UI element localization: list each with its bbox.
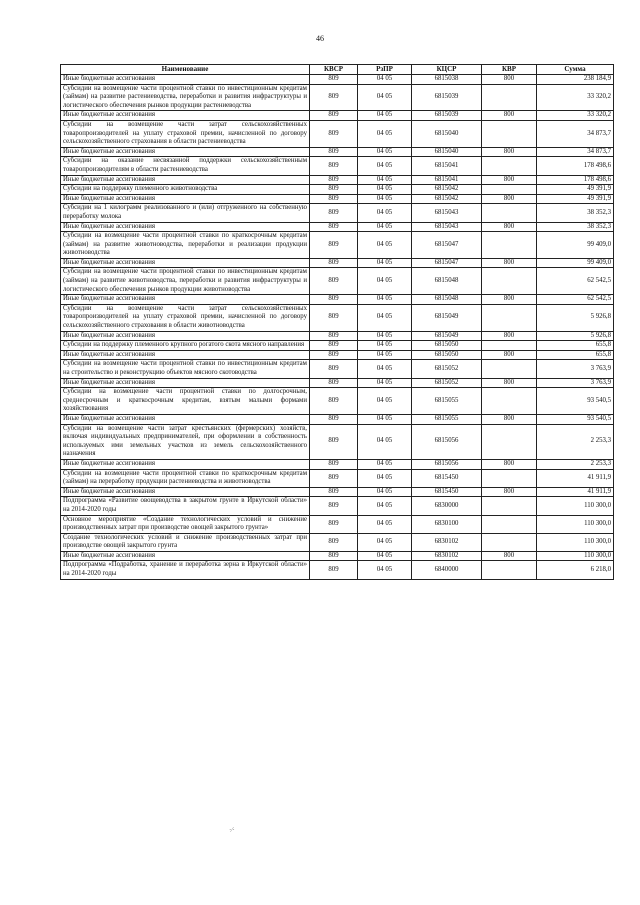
cell-sum: 655,8 bbox=[537, 350, 614, 360]
cell-rzpr: 04 05 bbox=[358, 424, 412, 459]
cell-kcsr: 6815038 bbox=[412, 75, 482, 85]
cell-name: Иные бюджетные ассигнования bbox=[61, 414, 310, 424]
cell-kcsr: 6815040 bbox=[412, 147, 482, 157]
cell-name: Субсидии на возмещение части затрат сельскохозяйственных товаропроизводителей на уплату страховой премии, начисленной по договору сельскохозяйственного страхования в области животноводства bbox=[61, 304, 310, 331]
cell-kcsr: 6815039 bbox=[412, 84, 482, 111]
cell-kvsr: 809 bbox=[310, 533, 358, 551]
cell-kvr: 800 bbox=[482, 487, 537, 497]
table-header-row bbox=[61, 65, 614, 75]
cell-kcsr: 6830102 bbox=[412, 533, 482, 551]
cell-rzpr: 04 05 bbox=[358, 561, 412, 579]
cell-sum: 62 542,5 bbox=[537, 268, 614, 295]
cell-kvr: 800 bbox=[482, 295, 537, 305]
cell-sum: 99 409,0 bbox=[537, 258, 614, 268]
cell-name: Создание технологических условий и снижение производственных затрат при производстве овощей закрытого грунта bbox=[61, 533, 310, 551]
cell-name: Иные бюджетные ассигнования bbox=[61, 295, 310, 305]
table-row bbox=[61, 515, 614, 533]
table-row bbox=[61, 341, 614, 351]
cell-kvsr: 809 bbox=[310, 84, 358, 111]
cell-kvr: 800 bbox=[482, 258, 537, 268]
cell-sum: 238 184,9 bbox=[537, 75, 614, 85]
table-row bbox=[61, 561, 614, 579]
cell-rzpr: 04 05 bbox=[358, 459, 412, 469]
cell-kvr: 800 bbox=[482, 147, 537, 157]
cell-name: Иные бюджетные ассигнования bbox=[61, 222, 310, 232]
cell-sum: 93 540,5 bbox=[537, 414, 614, 424]
cell-rzpr: 04 05 bbox=[358, 204, 412, 222]
table-row bbox=[61, 232, 614, 259]
cell-kcsr: 6830100 bbox=[412, 515, 482, 533]
cell-kvr: 800 bbox=[482, 350, 537, 360]
cell-sum: 110 300,0 bbox=[537, 515, 614, 533]
cell-name: Субсидии на 1 килограмм реализованного и (или) отгруженного на собственную переработку молока bbox=[61, 204, 310, 222]
table-row bbox=[61, 204, 614, 222]
cell-rzpr: 04 05 bbox=[358, 258, 412, 268]
cell-kcsr: 6815047 bbox=[412, 258, 482, 268]
table-row bbox=[61, 388, 614, 415]
table-row bbox=[61, 84, 614, 111]
table-row bbox=[61, 378, 614, 388]
cell-rzpr: 04 05 bbox=[358, 222, 412, 232]
cell-rzpr: 04 05 bbox=[358, 84, 412, 111]
cell-kvr bbox=[482, 360, 537, 378]
cell-name: Субсидии на возмещение части процентной ставки по инвестиционным кредитам на строительство и реконструкцию объектов мясного скотоводства bbox=[61, 360, 310, 378]
cell-sum: 5 926,8 bbox=[537, 304, 614, 331]
cell-sum: 33 320,2 bbox=[537, 84, 614, 111]
cell-rzpr: 04 05 bbox=[358, 185, 412, 195]
cell-kcsr: 6815043 bbox=[412, 204, 482, 222]
cell-kvsr: 809 bbox=[310, 469, 358, 487]
cell-kvr bbox=[482, 157, 537, 175]
cell-kcsr: 6815049 bbox=[412, 304, 482, 331]
cell-name: Субсидии на возмещение части затрат крестьянских (фермерских) хозяйств, включая индивидуальных предпринимателей, при оформлении в собственность используемых ими земельных участков из земель сельскохозяйственного назначения bbox=[61, 424, 310, 459]
header-name: Наименование bbox=[61, 65, 310, 75]
cell-name: Иные бюджетные ассигнования bbox=[61, 551, 310, 561]
cell-kvsr: 809 bbox=[310, 75, 358, 85]
cell-kvsr: 809 bbox=[310, 378, 358, 388]
cell-sum: 110 300,0 bbox=[537, 551, 614, 561]
cell-kcsr: 6815450 bbox=[412, 487, 482, 497]
cell-sum: 655,8 bbox=[537, 341, 614, 351]
cell-rzpr: 04 05 bbox=[358, 194, 412, 204]
table-row bbox=[61, 424, 614, 459]
cell-kvsr: 809 bbox=[310, 341, 358, 351]
cell-sum: 178 498,6 bbox=[537, 157, 614, 175]
cell-rzpr: 04 05 bbox=[358, 469, 412, 487]
cell-kvr: 800 bbox=[482, 175, 537, 185]
table-row bbox=[61, 175, 614, 185]
cell-kcsr: 6815055 bbox=[412, 414, 482, 424]
page-number: 46 bbox=[316, 34, 324, 43]
cell-kvr: 800 bbox=[482, 551, 537, 561]
cell-kcsr: 6815041 bbox=[412, 157, 482, 175]
cell-name: Иные бюджетные ассигнования bbox=[61, 75, 310, 85]
cell-kvr bbox=[482, 533, 537, 551]
cell-name: Субсидии на возмещение части процентной ставки по инвестиционным кредитам (займам) на развитие животноводства, переработки и развития инфраструктуры и логистического обеспечения рынков продукции животноводства bbox=[61, 268, 310, 295]
table-row bbox=[61, 331, 614, 341]
cell-sum: 41 911,9 bbox=[537, 487, 614, 497]
cell-rzpr: 04 05 bbox=[358, 147, 412, 157]
cell-kvsr: 809 bbox=[310, 175, 358, 185]
cell-kcsr: 6830000 bbox=[412, 497, 482, 515]
cell-kvr bbox=[482, 341, 537, 351]
table-row bbox=[61, 258, 614, 268]
cell-kcsr: 6815050 bbox=[412, 350, 482, 360]
table-row bbox=[61, 268, 614, 295]
cell-kcsr: 6815056 bbox=[412, 424, 482, 459]
cell-sum: 3 763,9 bbox=[537, 378, 614, 388]
header-kvsr: КВСР bbox=[310, 65, 358, 75]
cell-name: Субсидии на возмещение части процентной ставки по краткосрочным кредитам (займам) на развитие животноводства, переработки и реализации продукции животноводства bbox=[61, 232, 310, 259]
cell-kvr bbox=[482, 424, 537, 459]
cell-rzpr: 04 05 bbox=[358, 388, 412, 415]
cell-name: Субсидии на возмещение части процентной ставки по краткосрочным кредитам (займам) на переработку продукции растениеводства и животноводства bbox=[61, 469, 310, 487]
budget-table bbox=[60, 64, 614, 580]
cell-kcsr: 6815049 bbox=[412, 331, 482, 341]
cell-rzpr: 04 05 bbox=[358, 378, 412, 388]
cell-sum: 34 873,7 bbox=[537, 147, 614, 157]
table-row bbox=[61, 360, 614, 378]
table-row bbox=[61, 295, 614, 305]
table-row bbox=[61, 185, 614, 195]
table-row bbox=[61, 350, 614, 360]
cell-sum: 6 218,0 bbox=[537, 561, 614, 579]
cell-kvsr: 809 bbox=[310, 561, 358, 579]
cell-kvr: 800 bbox=[482, 111, 537, 121]
cell-kcsr: 6830102 bbox=[412, 551, 482, 561]
cell-kvsr: 809 bbox=[310, 360, 358, 378]
cell-kcsr: 6815047 bbox=[412, 232, 482, 259]
cell-rzpr: 04 05 bbox=[358, 111, 412, 121]
cell-kvr bbox=[482, 204, 537, 222]
cell-kcsr: 6815052 bbox=[412, 378, 482, 388]
cell-sum: 62 542,5 bbox=[537, 295, 614, 305]
cell-kvsr: 809 bbox=[310, 497, 358, 515]
cell-kvr: 800 bbox=[482, 414, 537, 424]
cell-rzpr: 04 05 bbox=[358, 533, 412, 551]
table-row bbox=[61, 497, 614, 515]
cell-sum: 110 300,0 bbox=[537, 533, 614, 551]
cell-rzpr: 04 05 bbox=[358, 551, 412, 561]
cell-name: Субсидии на возмещение части процентной ставки по долгосрочным, среднесрочным и краткосрочным кредитам, взятым малыми формами хозяйствования bbox=[61, 388, 310, 415]
table-row bbox=[61, 459, 614, 469]
cell-name: Иные бюджетные ассигнования bbox=[61, 378, 310, 388]
cell-kvr bbox=[482, 232, 537, 259]
cell-sum: 99 409,0 bbox=[537, 232, 614, 259]
cell-kvsr: 809 bbox=[310, 232, 358, 259]
cell-kvsr: 809 bbox=[310, 487, 358, 497]
cell-kcsr: 6815041 bbox=[412, 175, 482, 185]
cell-kcsr: 6815052 bbox=[412, 360, 482, 378]
header-sum: Сумма bbox=[537, 65, 614, 75]
cell-sum: 34 873,7 bbox=[537, 120, 614, 147]
cell-rzpr: 04 05 bbox=[358, 175, 412, 185]
cell-rzpr: 04 05 bbox=[358, 75, 412, 85]
cell-kvr: 800 bbox=[482, 378, 537, 388]
cell-kcsr: 6815055 bbox=[412, 388, 482, 415]
cell-rzpr: 04 05 bbox=[358, 341, 412, 351]
table-row bbox=[61, 75, 614, 85]
table-row bbox=[61, 120, 614, 147]
cell-sum: 38 352,3 bbox=[537, 222, 614, 232]
cell-rzpr: 04 05 bbox=[358, 414, 412, 424]
cell-kvsr: 809 bbox=[310, 424, 358, 459]
cell-kvr bbox=[482, 515, 537, 533]
cell-sum: 2 253,3 bbox=[537, 459, 614, 469]
cell-kvsr: 809 bbox=[310, 515, 358, 533]
cell-sum: 2 253,3 bbox=[537, 424, 614, 459]
cell-name: Субсидии на оказание несвязанной поддержки сельскохозяйственным товаропроизводителям в области растениеводства bbox=[61, 157, 310, 175]
cell-name: Иные бюджетные ассигнования bbox=[61, 258, 310, 268]
cell-rzpr: 04 05 bbox=[358, 120, 412, 147]
cell-kvsr: 809 bbox=[310, 111, 358, 121]
cell-kvsr: 809 bbox=[310, 304, 358, 331]
table-row bbox=[61, 533, 614, 551]
cell-kvr bbox=[482, 561, 537, 579]
cell-kcsr: 6815039 bbox=[412, 111, 482, 121]
cell-kvr: 800 bbox=[482, 194, 537, 204]
cell-rzpr: 04 05 bbox=[358, 157, 412, 175]
table-row bbox=[61, 194, 614, 204]
cell-kvsr: 809 bbox=[310, 204, 358, 222]
cell-name: Подпрограмма «Развитие овощеводства в закрытом грунте в Иркутской области» на 2014-2020 годы bbox=[61, 497, 310, 515]
cell-name: Иные бюджетные ассигнования bbox=[61, 459, 310, 469]
cell-kcsr: 6840000 bbox=[412, 561, 482, 579]
cell-kvsr: 809 bbox=[310, 194, 358, 204]
cell-sum: 3 763,9 bbox=[537, 360, 614, 378]
cell-kcsr: 6815450 bbox=[412, 469, 482, 487]
cell-sum: 110 300,0 bbox=[537, 497, 614, 515]
table-row bbox=[61, 469, 614, 487]
cell-kvsr: 809 bbox=[310, 185, 358, 195]
cell-kvsr: 809 bbox=[310, 157, 358, 175]
cell-kvsr: 809 bbox=[310, 331, 358, 341]
cell-kvr bbox=[482, 120, 537, 147]
cell-kcsr: 6815050 bbox=[412, 341, 482, 351]
cell-kvsr: 809 bbox=[310, 459, 358, 469]
cell-kvr bbox=[482, 84, 537, 111]
cell-kvsr: 809 bbox=[310, 222, 358, 232]
cell-kvsr: 809 bbox=[310, 268, 358, 295]
cell-rzpr: 04 05 bbox=[358, 268, 412, 295]
cell-name: Иные бюджетные ассигнования bbox=[61, 331, 310, 341]
cell-kvsr: 809 bbox=[310, 388, 358, 415]
table-row bbox=[61, 222, 614, 232]
cell-sum: 93 540,5 bbox=[537, 388, 614, 415]
cell-name: Основное мероприятие «Создание технологических условий и снижение производственных затрат при производстве овощей закрытого грунта» bbox=[61, 515, 310, 533]
cell-kvr bbox=[482, 388, 537, 415]
cell-kcsr: 6815056 bbox=[412, 459, 482, 469]
cell-rzpr: 04 05 bbox=[358, 295, 412, 305]
cell-sum: 38 352,3 bbox=[537, 204, 614, 222]
cell-sum: 33 320,2 bbox=[537, 111, 614, 121]
cell-kvsr: 809 bbox=[310, 350, 358, 360]
table-body bbox=[61, 75, 614, 580]
cell-name: Субсидии на возмещение части процентной ставки по инвестиционным кредитам (займам) на развитие растениеводства, переработки и развития инфраструктуры и логистического обеспечения рынков продукции растениеводства bbox=[61, 84, 310, 111]
table-row bbox=[61, 487, 614, 497]
cell-kvsr: 809 bbox=[310, 120, 358, 147]
cell-kvsr: 809 bbox=[310, 147, 358, 157]
cell-sum: 49 391,9 bbox=[537, 194, 614, 204]
table-row bbox=[61, 111, 614, 121]
cell-kvr bbox=[482, 268, 537, 295]
cell-name: Субсидии на поддержку племенного крупного рогатого скота мясного направления bbox=[61, 341, 310, 351]
cell-rzpr: 04 05 bbox=[358, 304, 412, 331]
cell-kvr: 800 bbox=[482, 459, 537, 469]
cell-kvr bbox=[482, 304, 537, 331]
cell-name: Иные бюджетные ассигнования bbox=[61, 350, 310, 360]
cell-rzpr: 04 05 bbox=[358, 515, 412, 533]
cell-kvsr: 809 bbox=[310, 258, 358, 268]
cell-kcsr: 6815042 bbox=[412, 185, 482, 195]
cell-name: Подпрограмма «Подработка, хранение и переработка зерна в Иркутской области» на 2014-2020 годы bbox=[61, 561, 310, 579]
cell-kvr bbox=[482, 497, 537, 515]
cell-name: Субсидии на поддержку племенного животноводства bbox=[61, 185, 310, 195]
cell-rzpr: 04 05 bbox=[358, 360, 412, 378]
cell-kcsr: 6815043 bbox=[412, 222, 482, 232]
header-kvr: КВР bbox=[482, 65, 537, 75]
cell-kvr: 800 bbox=[482, 331, 537, 341]
table-row bbox=[61, 551, 614, 561]
cell-rzpr: 04 05 bbox=[358, 487, 412, 497]
table-row bbox=[61, 304, 614, 331]
header-rzpr: РзПР bbox=[358, 65, 412, 75]
cell-name: Субсидии на возмещение части затрат сельскохозяйственных товаропроизводителей на уплату страховой премии, начисленной по договору сельскохозяйственного страхования в области растениеводства bbox=[61, 120, 310, 147]
cell-kvsr: 809 bbox=[310, 414, 358, 424]
cell-kvr bbox=[482, 469, 537, 487]
cell-sum: 49 391,9 bbox=[537, 185, 614, 195]
cell-name: Иные бюджетные ассигнования bbox=[61, 175, 310, 185]
cell-rzpr: 04 05 bbox=[358, 232, 412, 259]
cell-sum: 41 911,9 bbox=[537, 469, 614, 487]
cell-kvsr: 809 bbox=[310, 551, 358, 561]
cell-kcsr: 6815048 bbox=[412, 268, 482, 295]
cell-kvr bbox=[482, 185, 537, 195]
cell-kcsr: 6815042 bbox=[412, 194, 482, 204]
cell-name: Иные бюджетные ассигнования bbox=[61, 487, 310, 497]
scan-mark: ·⁄· bbox=[229, 826, 235, 834]
table-row bbox=[61, 157, 614, 175]
header-kcsr: КЦСР bbox=[412, 65, 482, 75]
cell-rzpr: 04 05 bbox=[358, 497, 412, 515]
table-row bbox=[61, 414, 614, 424]
cell-name: Иные бюджетные ассигнования bbox=[61, 111, 310, 121]
cell-kcsr: 6815040 bbox=[412, 120, 482, 147]
cell-rzpr: 04 05 bbox=[358, 331, 412, 341]
cell-sum: 5 926,8 bbox=[537, 331, 614, 341]
table-row bbox=[61, 147, 614, 157]
cell-rzpr: 04 05 bbox=[358, 350, 412, 360]
cell-sum: 178 498,6 bbox=[537, 175, 614, 185]
cell-name: Иные бюджетные ассигнования bbox=[61, 194, 310, 204]
cell-kvr: 800 bbox=[482, 222, 537, 232]
cell-kvsr: 809 bbox=[310, 295, 358, 305]
cell-kvr: 800 bbox=[482, 75, 537, 85]
cell-name: Иные бюджетные ассигнования bbox=[61, 147, 310, 157]
cell-kcsr: 6815048 bbox=[412, 295, 482, 305]
